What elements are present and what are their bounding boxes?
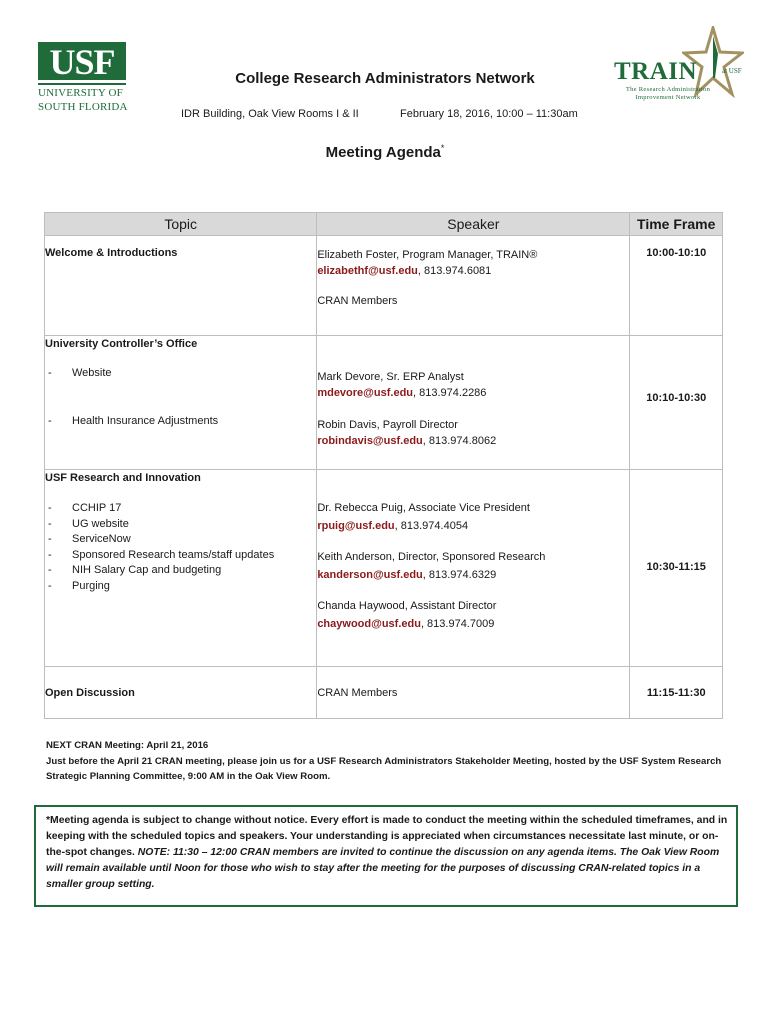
row2-items <box>45 366 316 382</box>
row2-contact1 <box>317 385 629 401</box>
list-item: - ServiceNow <box>45 532 316 548</box>
list-item: - NIH Salary Cap and budgeting <box>45 563 316 579</box>
list-item: - UG website <box>45 517 316 533</box>
row3-contact1 <box>317 517 629 535</box>
row3-email3-link[interactable]: chaywood@usf.edu <box>317 618 421 630</box>
header-time: Time Frame <box>630 213 723 236</box>
train-logo-tag2: Improvement Network <box>635 94 701 101</box>
row1-speaker2: CRAN Members <box>317 295 398 307</box>
usf-logo-mark: USF <box>38 42 126 80</box>
row2-phone1: , 813.974.2286 <box>413 387 487 399</box>
train-logo-tag1: The Research Administration <box>625 86 711 93</box>
table-row <box>45 236 723 336</box>
row3-email1-link[interactable]: rpuig@usf.edu <box>317 520 395 532</box>
row3-time: 10:30-11:15 <box>646 561 706 573</box>
row3-contact2 <box>317 566 629 584</box>
row2-email2-link[interactable]: robindavis@usf.edu <box>317 435 423 447</box>
row3-topic-cell <box>45 470 317 667</box>
train-logo-word: TRAIN <box>614 58 698 85</box>
row2-topic: University Controller’s Office <box>45 338 198 350</box>
row1-speaker-cell <box>317 236 630 336</box>
row4-time: 11:15-11:30 <box>630 667 723 719</box>
row2-time-cell <box>630 336 723 470</box>
row3-phone2: , 813.974.6329 <box>422 569 497 581</box>
row3-items <box>45 501 316 595</box>
row2-time: 10:10-10:30 <box>646 391 707 404</box>
row3-contact3 <box>317 615 629 633</box>
list-item: - Website <box>45 366 316 382</box>
row3-phone3: , 813.974.7009 <box>420 618 495 630</box>
page-title: College Research Administrators Network <box>235 70 535 87</box>
row3-speaker1: Dr. Rebecca Puig, Associate Vice President <box>317 502 530 514</box>
row4-topic: Open Discussion <box>45 667 317 719</box>
notice-text: *Meeting agenda is subject to change without notice. Every effort is made to conduct the meeting within the scheduled timeframes, and in keeping with the scheduled topics and speakers. Your understanding is appreciated when circumstances necessitate last minute, or on-the-spot changes. <box>46 815 728 858</box>
row1-email-link[interactable]: elizabethf@usf.edu <box>317 265 418 277</box>
row2-phone2: , 813.974.8062 <box>422 435 497 447</box>
row2-speaker-cell <box>317 336 630 470</box>
train-logo-at: at USF <box>722 67 742 75</box>
row3-time-cell <box>630 470 723 667</box>
meeting-location: IDR Building, Oak View Rooms I & II <box>181 108 359 120</box>
row3-topic: USF Research and Innovation <box>45 472 201 484</box>
list-item: - Sponsored Research teams/staff updates <box>45 548 316 564</box>
row3-phone1: , 813.974.4054 <box>394 520 469 532</box>
row1-phone: , 813.974.6081 <box>417 265 492 277</box>
train-logo <box>612 26 747 106</box>
row1-topic-cell <box>45 236 317 336</box>
row1-speaker: Elizabeth Foster, Program Manager, TRAIN® <box>317 249 538 261</box>
usf-logo-line2: SOUTH FLORIDA <box>38 101 128 113</box>
list-item: - CCHIP 17 <box>45 501 316 517</box>
row3-speaker-cell <box>317 470 630 667</box>
train-logo-tagline <box>618 86 718 102</box>
agenda-title-mark: * <box>440 143 445 153</box>
row2-speaker2: Robin Davis, Payroll Director <box>317 419 458 431</box>
next-meeting-date: NEXT CRAN Meeting: April 21, 2016 <box>46 740 209 751</box>
agenda-notice-box <box>34 805 738 907</box>
agenda-title <box>0 143 770 161</box>
row2-contact2 <box>317 433 629 449</box>
row2-email1-link[interactable]: mdevore@usf.edu <box>317 387 414 399</box>
row2-speaker1: Mark Devore, Sr. ERP Analyst <box>317 371 464 383</box>
table-row <box>45 336 723 470</box>
agenda-title-text: Meeting Agenda <box>325 144 441 161</box>
table-row <box>45 667 723 719</box>
row1-time: 10:00-10:10 <box>646 247 707 259</box>
row3-email2-link[interactable]: kanderson@usf.edu <box>317 569 423 581</box>
list-item: - Health Insurance Adjustments <box>45 414 316 430</box>
table-row <box>45 470 723 667</box>
row2-items-2 <box>45 414 316 430</box>
next-meeting-note <box>46 738 746 785</box>
row1-contact <box>317 263 629 279</box>
header-topic: Topic <box>45 213 317 236</box>
notice-note: NOTE: 11:30 – 12:00 CRAN members are invited to continue the discussion on any agenda items. The Oak View Room will remain available until Noon for those who wish to stay after the meeting for the purposes of discussing CRAN-related topics in a smaller group setting. <box>46 847 720 890</box>
row4-speaker: CRAN Members <box>317 667 630 719</box>
row3-speaker3: Chanda Haywood, Assistant Director <box>317 600 497 612</box>
next-meeting-details: Just before the April 21 CRAN meeting, please join us for a USF Research Administrators Stakeholder Meeting, hosted by the USF System Research Strategic Planning Committee, 9:00 AM in the Oak View Room. <box>46 755 722 782</box>
meeting-datetime: February 18, 2016, 10:00 – 11:30am <box>400 108 578 120</box>
table-header-row <box>45 213 723 236</box>
row1-time-cell <box>630 236 723 336</box>
usf-logo-line1: UNIVERSITY OF <box>38 87 123 99</box>
row2-topic-cell <box>45 336 317 470</box>
agenda-table <box>44 212 723 719</box>
header-speaker: Speaker <box>317 213 630 236</box>
row1-topic: Welcome & Introductions <box>45 247 178 259</box>
row3-speaker2: Keith Anderson, Director, Sponsored Research <box>317 551 546 563</box>
list-item: - Purging <box>45 579 316 595</box>
